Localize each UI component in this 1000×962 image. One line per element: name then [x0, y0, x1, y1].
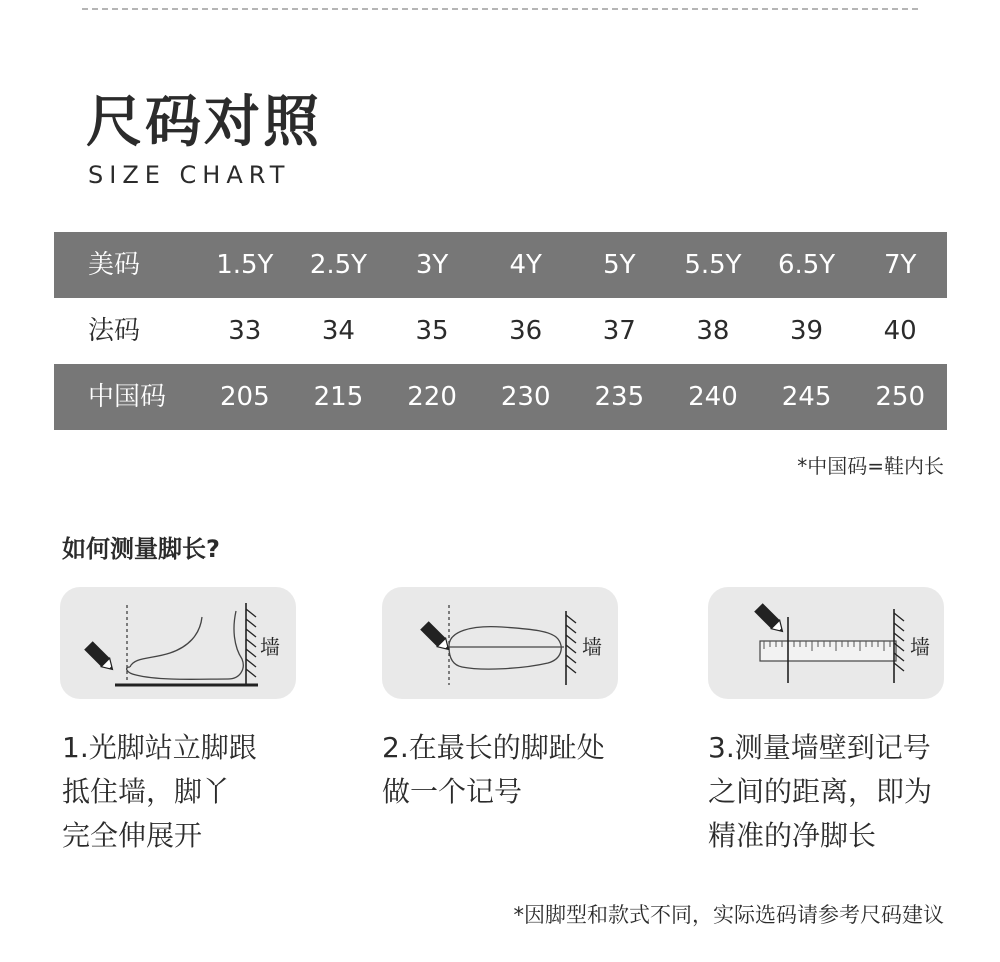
table-cell: 240	[666, 364, 760, 430]
table-cell: 250	[853, 364, 947, 430]
row-label: 中国码	[54, 364, 198, 430]
table-cell: 4Y	[479, 232, 573, 298]
wall-label: 墙	[910, 635, 930, 659]
table-cell: 230	[479, 364, 573, 430]
step-line: 1.光脚站立脚跟	[62, 731, 257, 764]
step-line: 3.测量墙壁到记号	[708, 731, 931, 764]
table-row-us-size	[54, 232, 947, 298]
step-1-text	[62, 726, 257, 858]
illustration-card-ruler	[708, 587, 944, 699]
step-line: 抵住墙，脚丫	[62, 775, 231, 808]
table-cell: 40	[853, 298, 947, 364]
illustration-card-outline	[382, 587, 618, 699]
table-cell: 36	[479, 298, 573, 364]
wall-label: 墙	[582, 635, 602, 659]
illustration-card-foot	[60, 587, 296, 699]
table-cell: 38	[666, 298, 760, 364]
top-dashed-divider	[82, 8, 918, 10]
table-cell: 7Y	[853, 232, 947, 298]
step-line: 2.在最长的脚趾处	[382, 731, 605, 764]
table-cell: 215	[292, 364, 386, 430]
table-cell: 37	[573, 298, 667, 364]
ruler-measure-illustration	[708, 587, 944, 699]
table-cell: 5.5Y	[666, 232, 760, 298]
table-cell: 6.5Y	[760, 232, 854, 298]
step-line: 完全伸展开	[62, 819, 203, 852]
footnote: *因脚型和款式不同，实际选码请参考尺码建议	[513, 903, 944, 927]
table-row-cn-size	[54, 364, 947, 430]
table-cell: 39	[760, 298, 854, 364]
table-cell: 220	[385, 364, 479, 430]
row-label: 美码	[54, 232, 198, 298]
table-cell: 205	[198, 364, 292, 430]
row-label: 法码	[54, 298, 198, 364]
table-cell: 245	[760, 364, 854, 430]
step-line: 之间的距离，即为	[708, 775, 933, 808]
wall-label: 墙	[260, 635, 280, 659]
table-cell: 3Y	[385, 232, 479, 298]
page-subtitle: SIZE CHART	[88, 161, 291, 189]
size-note: *中国码=鞋内长	[797, 454, 944, 478]
page-title: 尺码对照	[86, 90, 322, 155]
size-chart-table	[54, 232, 947, 430]
table-cell: 1.5Y	[198, 232, 292, 298]
table-cell: 235	[573, 364, 667, 430]
step-line: 精准的净脚长	[708, 819, 877, 852]
step-3-text	[708, 726, 932, 858]
table-cell: 5Y	[573, 232, 667, 298]
table-cell: 2.5Y	[292, 232, 386, 298]
table-cell: 35	[385, 298, 479, 364]
table-cell: 34	[292, 298, 386, 364]
step-line: 做一个记号	[382, 775, 523, 808]
howto-heading: 如何测量脚长?	[62, 535, 220, 563]
table-cell: 33	[198, 298, 292, 364]
step-2-text	[382, 726, 605, 814]
table-row-fr-size	[54, 298, 947, 364]
